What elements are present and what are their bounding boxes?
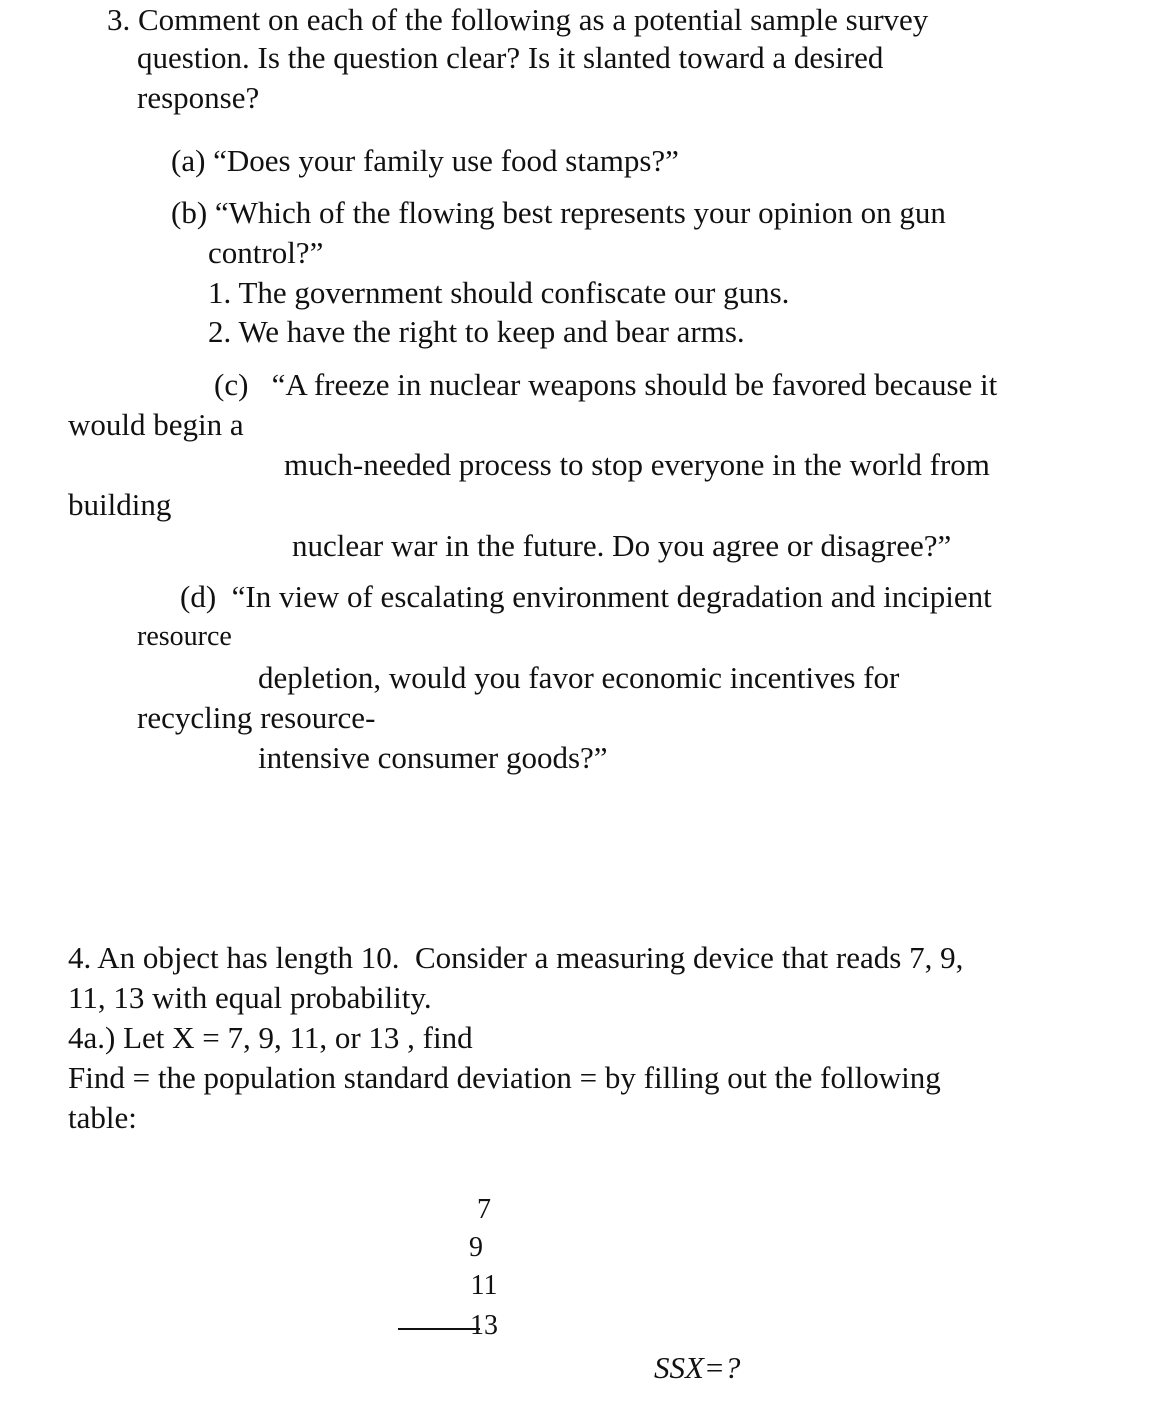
q3c-line-4: building — [68, 487, 172, 522]
q3c-line-1: (c) “A freeze in nuclear weapons should be favored because it — [214, 367, 998, 402]
q3d-line-5: intensive consumer goods?” — [258, 740, 608, 775]
table-value: 13 — [470, 1310, 498, 1341]
q3c-line-5: nuclear war in the future. Do you agree or disagree?” — [292, 528, 952, 563]
table-value: 9 — [469, 1232, 483, 1263]
ssx-label: SSX=? — [654, 1350, 741, 1385]
q4-line-3: 4a.) Let X = 7, 9, 11, or 13 , find — [68, 1020, 473, 1055]
q3-line-3: response? — [137, 80, 260, 115]
q3-line-1: 3. Comment on each of the following as a potential sample survey — [107, 2, 929, 37]
q3b-option-2: 2. We have the right to keep and bear arms. — [208, 314, 745, 349]
q4-line-4: Find = the population standard deviation = by filling out the following — [68, 1060, 941, 1095]
q4-line-2: 11, 13 with equal probability. — [68, 980, 432, 1015]
q3c-line-3: much-needed process to stop everyone in the world from — [284, 447, 990, 482]
q3d-line-3: depletion, would you favor economic incentives for — [258, 660, 900, 695]
q3d-line-2: resource — [137, 621, 232, 652]
q3b-option-1: 1. The government should confiscate our guns. — [208, 275, 790, 310]
q3c-line-2: would begin a — [68, 407, 244, 442]
q3d-line-4: recycling resource- — [137, 700, 376, 735]
q3b-line-1: (b) “Which of the flowing best represents your opinion on gun — [171, 195, 946, 230]
q3b-line-2: control?” — [208, 235, 324, 270]
q4-line-5: table: — [68, 1100, 137, 1135]
table-value: 7 — [477, 1194, 491, 1225]
q4-line-1: 4. An object has length 10. Consider a measuring device that reads 7, 9, — [68, 940, 964, 975]
q3d-line-1: (d) “In view of escalating environment degradation and incipient — [180, 579, 992, 614]
q3-line-2: question. Is the question clear? Is it slanted toward a desired — [137, 40, 884, 75]
q3a-text: (a) “Does your family use food stamps?” — [171, 143, 679, 178]
table-value: 11 — [470, 1270, 498, 1301]
